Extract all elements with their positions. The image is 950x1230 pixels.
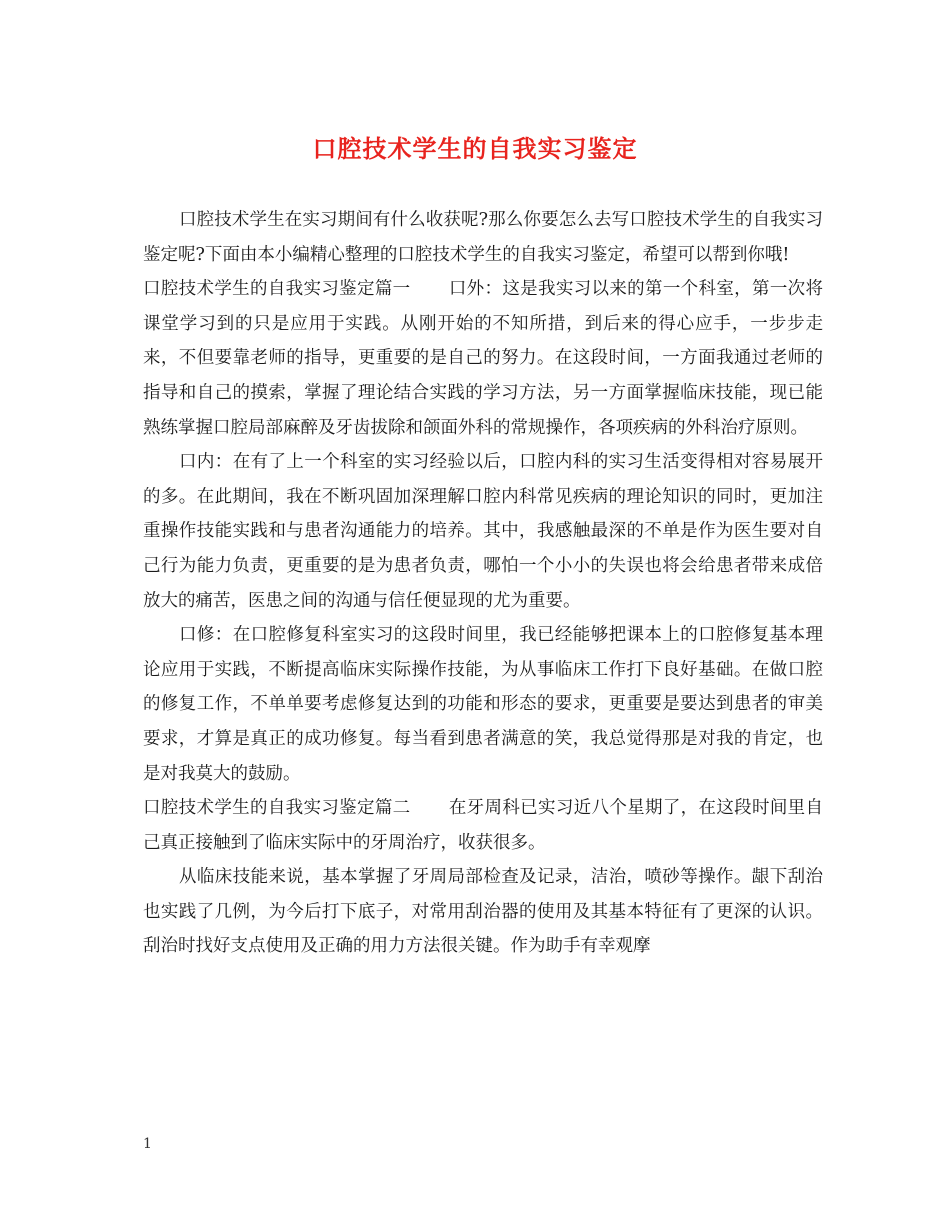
kouxiu-paragraph: 口修：在口腔修复科室实习的这段时间里，我已经能够把课本上的口腔修复基本理论应用于实践，不断提高临床实际操作技能，为从事临床工作打下良好基础。在做口腔的修复工作，不单单要考虑修复达到的功能和形态的要求，更重要是要达到患者的审美要求，才算是真正的成功修复。每当看到患者满意的笑，我总觉得那是对我的肯定，也是对我莫大的鼓励。 <box>143 625 823 784</box>
document-title: 口腔技术学生的自我实习鉴定 <box>312 134 638 163</box>
kounei-paragraph: 口内：在有了上一个科室的实习经验以后，口腔内科的实习生活变得相对容易展开的多。在此期间，我在不断巩固加深理解口腔内科常见疾病的理论知识的同时，更加注重操作技能实践和与患者沟通能力的培养。其中，我感触最深的不单是作为医生要对自己行为能力负责，更重要的是为患者负责，哪怕一个小小的失误也将会给患者带来成倍放大的痛苦，医患之间的沟通与信任便显现的尤为重要。 <box>143 452 823 611</box>
section-1-text: 口外：这是我实习以来的第一个科室，第一次将课堂学习到的只是应用于实践。从刚开始的不知所措，到后来的得心应手，一步步走来，不但要靠老师的指导，更重要的是自己的努力。在这段时间，一方面我通过老师的指导和自己的摸索，掌握了理论结合实践的学习方法，另一方面掌握临床技能，现已能熟练掌握口腔局部麻醉及牙齿拔除和颌面外科的常规操作，各项疾病的外科治疗原则。 <box>143 279 823 438</box>
section-2-text: 在牙周科已实习近八个星期了，在这段时间里自己真正接触到了临床实际中的牙周治疗，收获很多。 <box>143 798 823 853</box>
section-2-heading: 口腔技术学生的自我实习鉴定篇二 <box>143 798 411 819</box>
document-body <box>143 203 823 964</box>
intro-paragraph: 口腔技术学生在实习期间有什么收获呢?那么你要怎么去写口腔技术学生的自我实习鉴定呢?下面由本小编精心整理的口腔技术学生的自我实习鉴定，希望可以帮到你哦! <box>143 210 823 265</box>
section-1-paragraph <box>143 272 823 445</box>
page-number: 1 <box>143 1136 152 1152</box>
section-2-paragraph <box>143 791 823 860</box>
clinical-paragraph: 从临床技能来说，基本掌握了牙周局部检查及记录，洁治，喷砂等操作。龈下刮治也实践了几例，为今后打下底子，对常用刮治器的使用及其基本特征有了更深的认识。刮治时找好支点使用及正确的用力方法很关键。作为助手有幸观摩 <box>143 867 823 957</box>
section-1-heading: 口腔技术学生的自我实习鉴定篇一 <box>143 279 411 300</box>
